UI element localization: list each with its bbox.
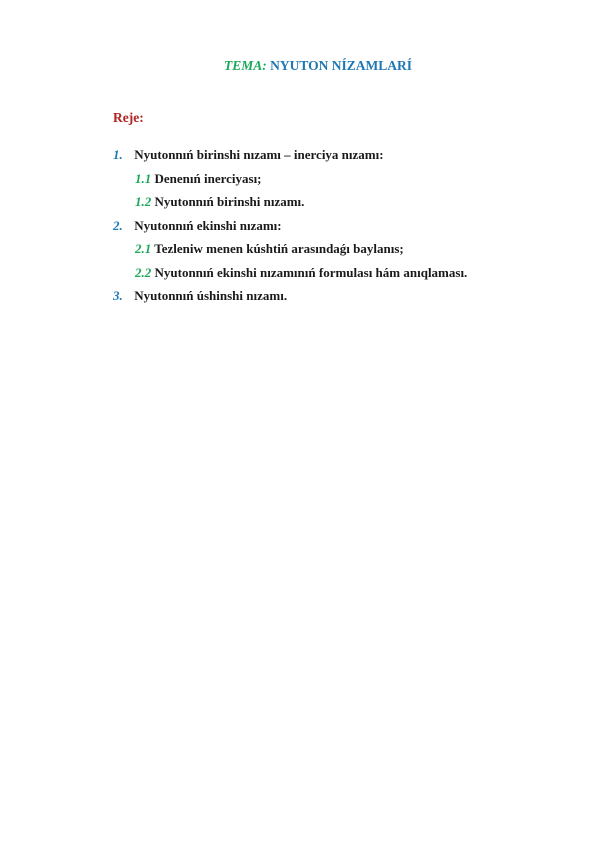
outline-subitem-1-2: [113, 194, 467, 218]
subitem-text: Tezleniw menen kúshtiń arasındaǵı baylanıs;: [154, 241, 404, 256]
outline-item-3: [113, 288, 467, 312]
plan-outline: [113, 147, 467, 312]
outline-subitem-2-2: [113, 265, 467, 289]
item-number: 3.: [113, 288, 123, 303]
subitem-text: Denenıń inerciyası;: [154, 170, 262, 186]
subitem-number: 1.2: [135, 194, 152, 209]
subitem-number: 2.1: [135, 241, 152, 256]
subitem-number: 2.2: [135, 264, 152, 280]
subitem-text: Nyutonnıń birinshi nızamı.: [154, 194, 305, 209]
topic-title: NYUTON NÍZAMLARÍ: [270, 58, 413, 73]
page-title: [0, 58, 596, 74]
outline-subitem-1-1: [113, 171, 467, 195]
item-text: Nyutonnıń birinshi nızamı – inerciya nızamı:: [134, 147, 384, 162]
outline-item-2: [113, 218, 467, 242]
item-text: Nyutonnıń úshinshi nızamı.: [134, 288, 288, 303]
item-number: 2.: [113, 217, 123, 233]
outline-item-1: [113, 147, 467, 171]
subitem-number: 1.1: [135, 170, 152, 186]
item-text: Nyutonnıń ekinshi nızamı:: [134, 217, 282, 233]
plan-label: Reje:: [113, 110, 144, 125]
tema-label: TEMA:: [223, 58, 267, 73]
item-number: 1.: [113, 147, 123, 162]
outline-subitem-2-1: [113, 241, 467, 265]
subitem-text: Nyutonnıń ekinshi nızamınıń formulası hám anıqlaması.: [154, 264, 468, 280]
